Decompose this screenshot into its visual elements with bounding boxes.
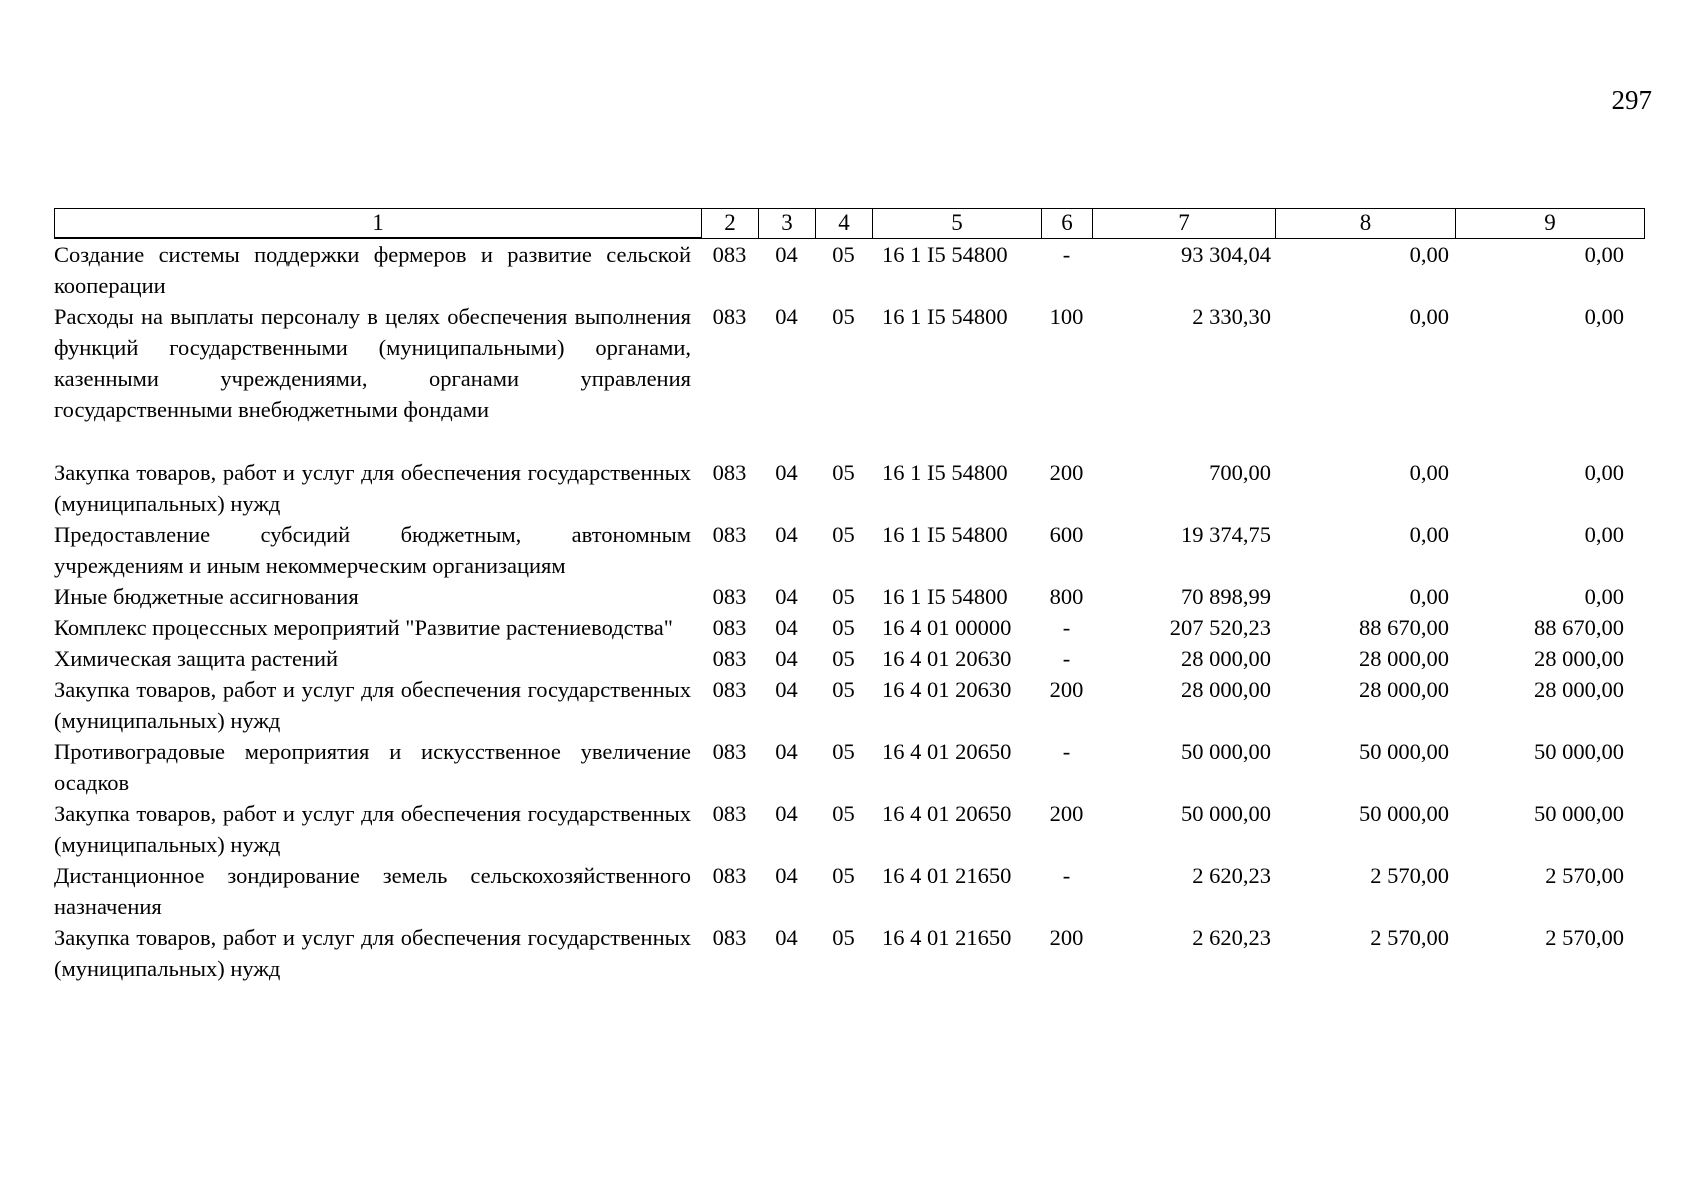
cell-section: 04 <box>775 646 798 671</box>
cell-section: 04 <box>775 460 798 485</box>
table-row <box>54 798 1644 860</box>
cell-amount-7: 28 000,00 <box>1181 677 1271 702</box>
cell-target-article: 16 1 I5 54800 <box>882 584 1008 609</box>
header-row <box>55 209 1645 239</box>
cell-target-article: 16 1 I5 54800 <box>882 242 1008 267</box>
cell-expense-type: 200 <box>1049 677 1084 702</box>
cell-amount-9: 0,00 <box>1584 460 1624 485</box>
cell-subsection: 05 <box>832 242 855 267</box>
cell-expense-type: 200 <box>1049 801 1084 826</box>
cell-code: 083 <box>712 304 747 329</box>
cell-amount-7: 93 304,04 <box>1181 242 1271 267</box>
cell-amount-8: 50 000,00 <box>1359 801 1449 826</box>
cell-code: 083 <box>712 925 747 950</box>
table-row <box>54 922 1644 984</box>
cell-subsection: 05 <box>832 304 855 329</box>
cell-amount-8: 28 000,00 <box>1359 646 1449 671</box>
cell-code: 083 <box>712 646 747 671</box>
header-cell-4: 4 <box>816 209 873 239</box>
budget-table <box>54 239 1644 984</box>
header-cell-1: 1 <box>55 209 702 239</box>
cell-name: Закупка товаров, работ и услуг для обеспечения государственных (муниципальных) нужд <box>54 460 691 516</box>
cell-subsection: 05 <box>832 677 855 702</box>
cell-code: 083 <box>712 242 747 267</box>
cell-amount-9: 2 570,00 <box>1545 925 1624 950</box>
cell-amount-8: 2 570,00 <box>1370 863 1449 888</box>
table-header <box>54 208 1645 239</box>
cell-section: 04 <box>775 615 798 640</box>
cell-name: Расходы на выплаты персоналу в целях обеспечения выполнения функций государственными (муниципальными) органами, казенными учреждениями, органами управления государственными внебюджетными фондами <box>54 304 691 422</box>
cell-section: 04 <box>775 584 798 609</box>
row-spacer <box>54 425 1644 457</box>
cell-amount-8: 0,00 <box>1409 304 1449 329</box>
cell-name: Дистанционное зондирование земель сельскохозяйственного назначения <box>54 863 691 919</box>
cell-section: 04 <box>775 304 798 329</box>
cell-name: Закупка товаров, работ и услуг для обеспечения государственных (муниципальных) нужд <box>54 925 691 981</box>
cell-expense-type: 800 <box>1049 584 1084 609</box>
cell-amount-8: 2 570,00 <box>1370 925 1449 950</box>
cell-name: Химическая защита растений <box>54 646 339 671</box>
cell-section: 04 <box>775 863 798 888</box>
cell-section: 04 <box>775 677 798 702</box>
cell-target-article: 16 1 I5 54800 <box>882 522 1008 547</box>
cell-amount-8: 0,00 <box>1409 460 1449 485</box>
cell-amount-8: 0,00 <box>1409 584 1449 609</box>
cell-amount-9: 2 570,00 <box>1545 863 1624 888</box>
header-cell-3: 3 <box>759 209 816 239</box>
cell-amount-7: 2 620,23 <box>1192 925 1271 950</box>
cell-subsection: 05 <box>832 739 855 764</box>
cell-expense-type: 100 <box>1049 304 1084 329</box>
cell-subsection: 05 <box>832 460 855 485</box>
cell-amount-9: 28 000,00 <box>1534 646 1624 671</box>
cell-name: Комплекс процессных мероприятий "Развитие растениеводства" <box>54 615 673 640</box>
cell-amount-9: 0,00 <box>1584 304 1624 329</box>
cell-code: 083 <box>712 522 747 547</box>
cell-expense-type: - <box>1062 863 1071 888</box>
cell-amount-9: 0,00 <box>1584 242 1624 267</box>
cell-subsection: 05 <box>832 522 855 547</box>
cell-amount-7: 207 520,23 <box>1169 615 1271 640</box>
cell-amount-7: 2 620,23 <box>1192 863 1271 888</box>
cell-amount-7: 2 330,30 <box>1192 304 1271 329</box>
cell-code: 083 <box>712 460 747 485</box>
cell-code: 083 <box>712 863 747 888</box>
cell-expense-type: - <box>1062 615 1071 640</box>
cell-amount-7: 50 000,00 <box>1181 801 1271 826</box>
table-row <box>54 239 1644 301</box>
header-cell-5: 5 <box>873 209 1042 239</box>
cell-section: 04 <box>775 522 798 547</box>
cell-subsection: 05 <box>832 925 855 950</box>
cell-code: 083 <box>712 739 747 764</box>
cell-subsection: 05 <box>832 615 855 640</box>
cell-name: Предоставление субсидий бюджетным, автономным учреждениям и иным некоммерческим организациям <box>54 522 691 578</box>
header-cell-9: 9 <box>1456 209 1645 239</box>
cell-target-article: 16 1 I5 54800 <box>882 304 1008 329</box>
row-spacer-cell <box>54 425 1644 457</box>
cell-subsection: 05 <box>832 584 855 609</box>
table-row <box>54 736 1644 798</box>
cell-target-article: 16 1 I5 54800 <box>882 460 1008 485</box>
table-row <box>54 301 1644 425</box>
cell-expense-type: 600 <box>1049 522 1084 547</box>
cell-amount-9: 50 000,00 <box>1534 801 1624 826</box>
cell-subsection: 05 <box>832 801 855 826</box>
cell-target-article: 16 4 01 20630 <box>882 646 1012 671</box>
page-number: 297 <box>1611 85 1652 115</box>
cell-expense-type: - <box>1062 646 1071 671</box>
cell-amount-8: 28 000,00 <box>1359 677 1449 702</box>
cell-amount-9: 0,00 <box>1584 584 1624 609</box>
cell-amount-9: 50 000,00 <box>1534 739 1624 764</box>
cell-target-article: 16 4 01 20630 <box>882 677 1012 702</box>
cell-section: 04 <box>775 739 798 764</box>
cell-amount-9: 28 000,00 <box>1534 677 1624 702</box>
cell-target-article: 16 4 01 21650 <box>882 863 1012 888</box>
cell-subsection: 05 <box>832 863 855 888</box>
cell-amount-8: 0,00 <box>1409 242 1449 267</box>
cell-amount-7: 700,00 <box>1209 460 1271 485</box>
cell-section: 04 <box>775 801 798 826</box>
cell-section: 04 <box>775 925 798 950</box>
table-row <box>54 860 1644 922</box>
table-row <box>54 674 1644 736</box>
cell-name: Закупка товаров, работ и услуг для обеспечения государственных (муниципальных) нужд <box>54 801 691 857</box>
table-row <box>54 581 1644 612</box>
table-row <box>54 519 1644 581</box>
cell-code: 083 <box>712 677 747 702</box>
cell-target-article: 16 4 01 20650 <box>882 739 1012 764</box>
cell-amount-8: 0,00 <box>1409 522 1449 547</box>
cell-expense-type: 200 <box>1049 460 1084 485</box>
cell-code: 083 <box>712 801 747 826</box>
cell-amount-9: 0,00 <box>1584 522 1624 547</box>
cell-amount-7: 70 898,99 <box>1181 584 1271 609</box>
header-cell-6: 6 <box>1042 209 1093 239</box>
cell-target-article: 16 4 01 21650 <box>882 925 1012 950</box>
cell-amount-8: 50 000,00 <box>1359 739 1449 764</box>
cell-expense-type: - <box>1062 242 1071 267</box>
cell-name: Создание системы поддержки фермеров и развитие сельской кооперации <box>54 242 691 298</box>
cell-subsection: 05 <box>832 646 855 671</box>
cell-target-article: 16 4 01 20650 <box>882 801 1012 826</box>
table-row <box>54 612 1644 643</box>
cell-code: 083 <box>712 615 747 640</box>
cell-target-article: 16 4 01 00000 <box>882 615 1012 640</box>
cell-code: 083 <box>712 584 747 609</box>
cell-amount-7: 19 374,75 <box>1181 522 1271 547</box>
table-row <box>54 643 1644 674</box>
cell-amount-7: 50 000,00 <box>1181 739 1271 764</box>
cell-section: 04 <box>775 242 798 267</box>
cell-expense-type: - <box>1062 739 1071 764</box>
cell-amount-7: 28 000,00 <box>1181 646 1271 671</box>
cell-amount-9: 88 670,00 <box>1534 615 1624 640</box>
cell-name: Иные бюджетные ассигнования <box>54 584 359 609</box>
cell-expense-type: 200 <box>1049 925 1084 950</box>
cell-amount-8: 88 670,00 <box>1359 615 1449 640</box>
header-cell-2: 2 <box>702 209 759 239</box>
header-cell-7: 7 <box>1093 209 1276 239</box>
header-cell-8: 8 <box>1276 209 1456 239</box>
cell-name: Противоградовые мероприятия и искусственное увеличение осадков <box>54 739 691 795</box>
table-row <box>54 457 1644 519</box>
cell-name: Закупка товаров, работ и услуг для обеспечения государственных (муниципальных) нужд <box>54 677 691 733</box>
